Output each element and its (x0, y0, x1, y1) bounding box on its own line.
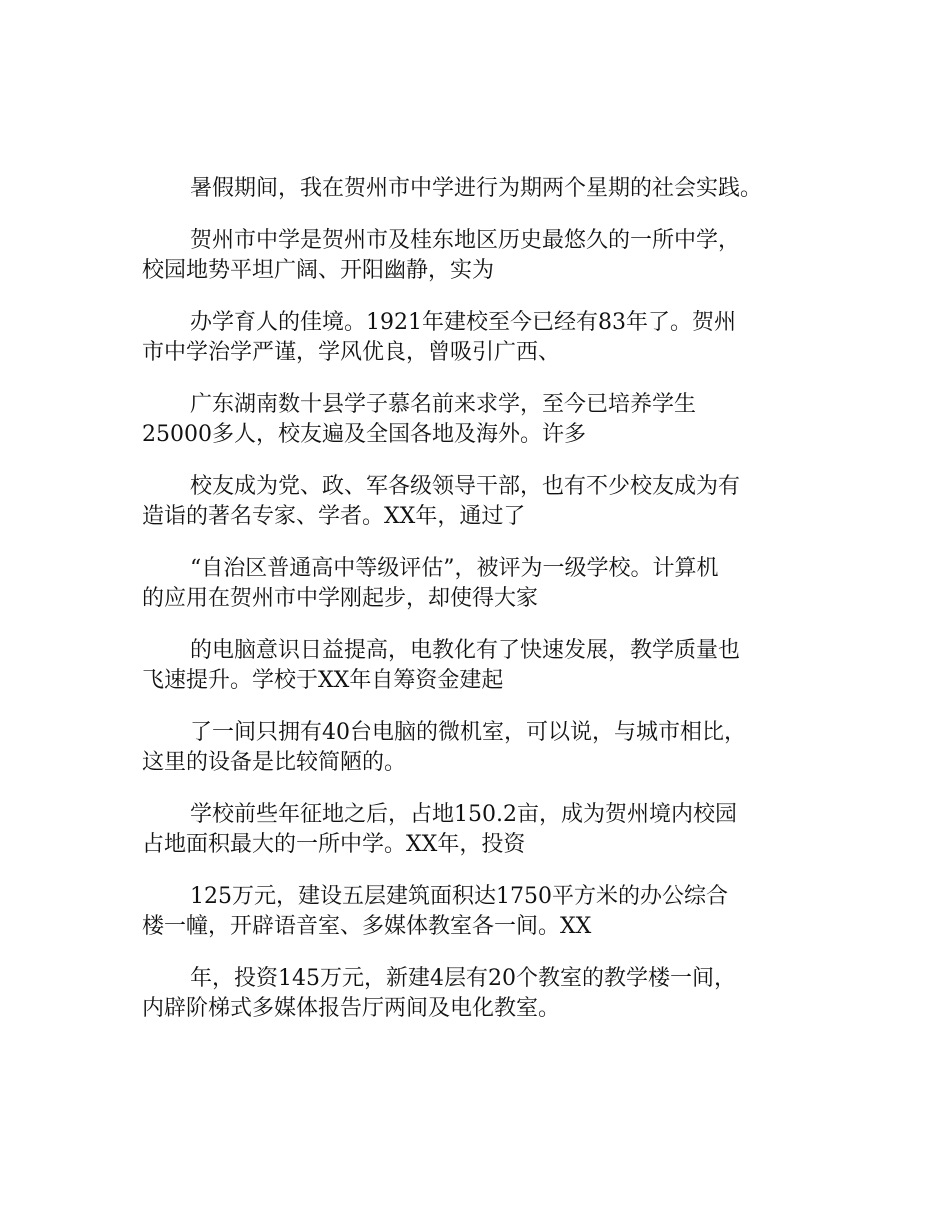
paragraph-8: 了一间只拥有40台电脑的微机室，可以说，与城市相比， 这里的设备是比较简陋的。 (142, 720, 746, 775)
paragraph-6: “自治区普通高中等级评估”，被评为一级学校。计算机 的应用在贺州市中学刚起步，却使得大家 (142, 556, 719, 611)
paragraph-4: 广东湖南数十县学子慕名前来求学，至今已培养学生 25000多人，校友遍及全国各地及海外。许多 (142, 392, 697, 447)
paragraph-9: 学校前些年征地之后，占地150.2亩，成为贺州境内校园 占地面积最大的一所中学。XX年，投资 (142, 802, 737, 857)
paragraph-3: 办学育人的佳境。1921年建校至今已经有83年了。贺州 市中学治学严谨，学风优良，曾吸引广西、 (142, 310, 736, 365)
paragraph-7: 的电脑意识日益提高，电教化有了快速发展，教学质量也 飞速提升。学校于XX年自筹资金建起 (142, 638, 741, 693)
paragraph-1: 暑假期间，我在贺州市中学进行为期两个星期的社会实践。 (190, 176, 763, 201)
paragraph-10: 125万元，建设五层建筑面积达1750平方米的办公综合 楼一幢，开辟语音室、多媒体教室各一间。XX (142, 884, 728, 939)
paragraph-5: 校友成为党、政、军各级领导干部，也有不少校友成为有 造诣的著名专家、学者。XX年，通过了 (142, 474, 741, 529)
document-body (142, 174, 832, 1046)
paragraph-11: 年，投资145万元，新建4层有20个教室的教学楼一间， 内辟阶梯式多媒体报告厅两间及电化教室。 (142, 966, 736, 1021)
paragraph-2: 贺州市中学是贺州市及桂东地区历史最悠久的一所中学， 校园地势平坦广阔、开阳幽静，实为 (142, 228, 741, 283)
